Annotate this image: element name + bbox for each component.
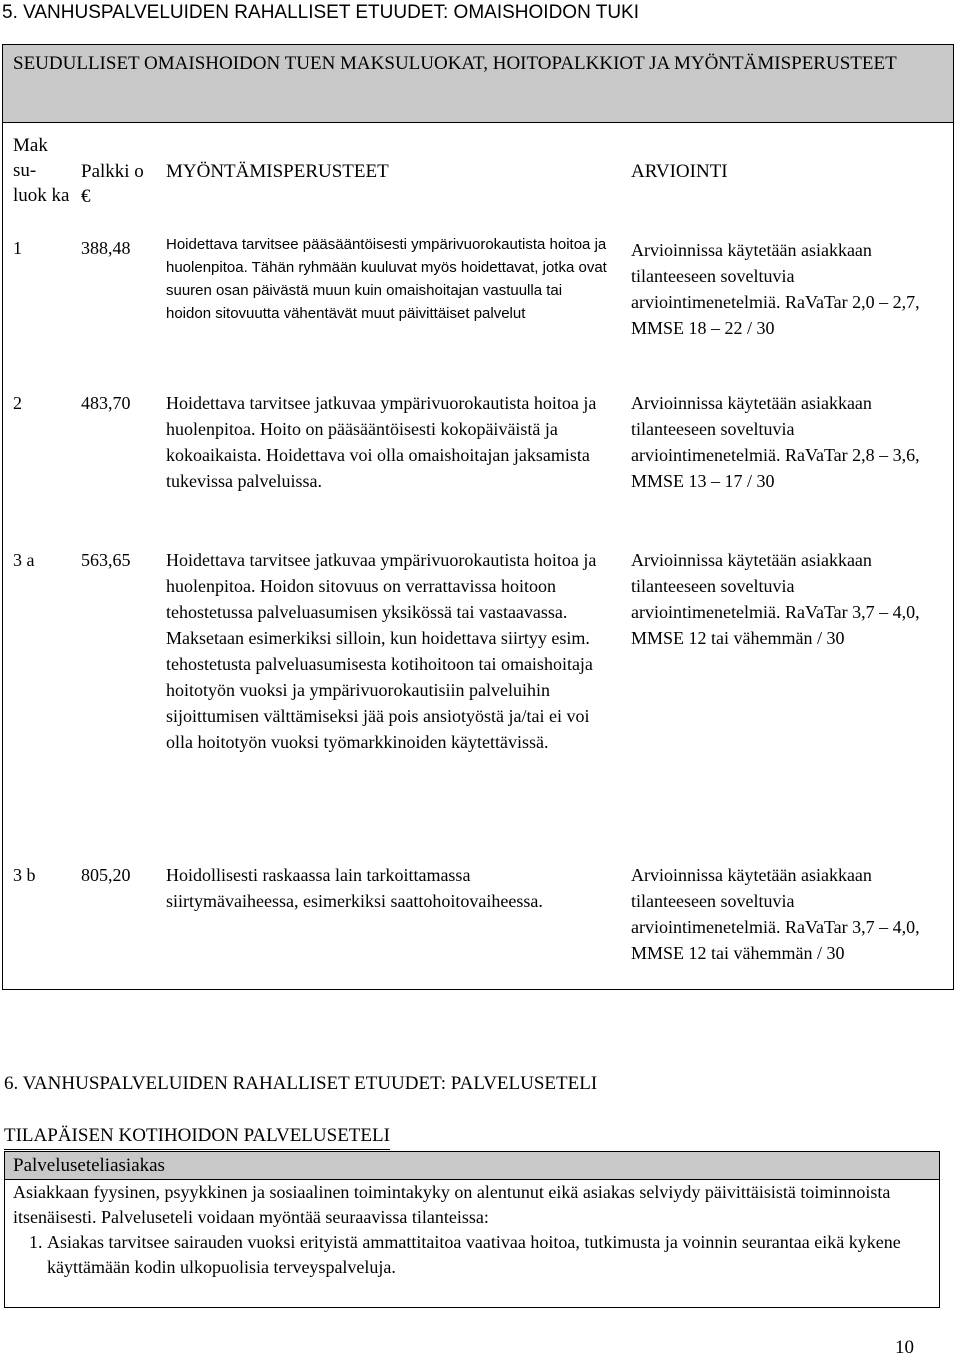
table-header: Palveluseteliasiakas [5, 1152, 939, 1180]
column-header-assessment: ARVIOINTI [631, 161, 728, 182]
intro-text: Asiakkaan fyysinen, psyykkinen ja sosiaalinen toimintakyky on alentunut eikä asiakas selviydy päivittäisistä toiminnoista itsenäisesti. Palveluseteli voidaan myöntää seuraavissa tilanteissa: [13, 1182, 891, 1227]
row-fee: 805,20 [81, 865, 131, 885]
criteria-list [13, 1230, 935, 1280]
table-body [13, 1180, 935, 1280]
row-class: 3 a [13, 550, 35, 570]
row-assessment: Arvioinnissa käytetään asiakkaan tilanteeseen soveltuvia arviointimenetelmiä. RaVaTar 3,7 – 4,0, MMSE 12 tai vähemmän / 30 [631, 865, 920, 963]
row-criteria: Hoidettava tarvitsee pääsääntöisesti ympärivuorokautista hoitoa ja huolenpitoa. Tähän ryhmään kuuluvat myös hoidettavat, jotka ovat suuren osan päivästä muun kuin omaishoitajan vastuulla tai hoidon sitovuutta vähentävät muut päivittäiset palvelut [166, 236, 607, 322]
section-6-subtitle: TILAPÄISEN KOTIHOIDON PALVELUSETELI [4, 1123, 390, 1150]
row-fee: 563,65 [81, 550, 131, 570]
column-header-class: Mak su- luok ka [13, 135, 70, 206]
section-5-title: 5. VANHUSPALVELUIDEN RAHALLISET ETUUDET: OMAISHOIDON TUKI [2, 2, 640, 23]
row-assessment: Arvioinnissa käytetään asiakkaan tilanteeseen soveltuvia arviointimenetelmiä. RaVaTar 3,7 – 4,0, MMSE 12 tai vähemmän / 30 [631, 550, 920, 648]
row-fee: 483,70 [81, 393, 131, 413]
row-assessment: Arvioinnissa käytetään asiakkaan tilanteeseen soveltuvia arviointimenetelmiä. RaVaTar 2,0 – 2,7, MMSE 18 – 22 / 30 [631, 240, 920, 338]
column-header-criteria: MYÖNTÄMISPERUSTEET [166, 161, 389, 182]
service-voucher-table [4, 1151, 940, 1308]
row-assessment: Arvioinnissa käytetään asiakkaan tilanteeseen soveltuvia arviointimenetelmiä. RaVaTar 2,8 – 3,6, MMSE 13 – 17 / 30 [631, 393, 920, 491]
column-header-fee: Palkki o € [81, 161, 144, 207]
row-criteria: Hoidollisesti raskaassa lain tarkoittamassa siirtymävaiheessa, esimerkiksi saattohoitovaiheessa. [166, 865, 543, 911]
row-criteria: Hoidettava tarvitsee jatkuvaa ympärivuorokautista hoitoa ja huolenpitoa. Hoito on pääsääntöisesti kokopäiväistä ja kokoaikaista. Hoidettava voi olla omaishoitajan jaksamista tukevissa palveluissa. [166, 393, 597, 491]
row-class: 1 [13, 238, 22, 258]
care-support-table [2, 44, 954, 990]
row-class: 2 [13, 393, 22, 413]
row-class: 3 b [13, 865, 36, 885]
table-title: SEUDULLISET OMAISHOIDON TUEN MAKSULUOKAT, HOITOPALKKIOT JA MYÖNTÄMISPERUSTEET [3, 45, 953, 123]
section-6-title: 6. VANHUSPALVELUIDEN RAHALLISET ETUUDET: PALVELUSETELI [4, 1073, 598, 1094]
list-item: 1. Asiakas tarvitsee sairauden vuoksi erityistä ammattitaitoa vaativaa hoitoa, tutkimusta ja voinnin seurantaa eikä kykene käyttämään kodin ulkopuolisia terveyspalveluja. [47, 1230, 935, 1280]
page-number: 10 [895, 1337, 914, 1358]
row-criteria: Hoidettava tarvitsee jatkuvaa ympärivuorokautista hoitoa ja huolenpitoa. Hoidon sitovuus on verrattavissa hoitoon tehostetussa palveluasumisen yksikössä tai vastaavassa. Maksetaan esimerkiksi silloin, kun hoidettava siirtyy esim. tehostetusta palveluasumisesta kotihoitoon tai omaishoitaja hoitotyön vuoksi ja ympärivuorokautisiin palveluihin sijoittumisen välttämiseksi jää pois ansiotyöstä ja/tai ei voi olla hoitotyön vuoksi työmarkkinoiden käytettävissä. [166, 550, 597, 752]
row-fee: 388,48 [81, 238, 131, 258]
